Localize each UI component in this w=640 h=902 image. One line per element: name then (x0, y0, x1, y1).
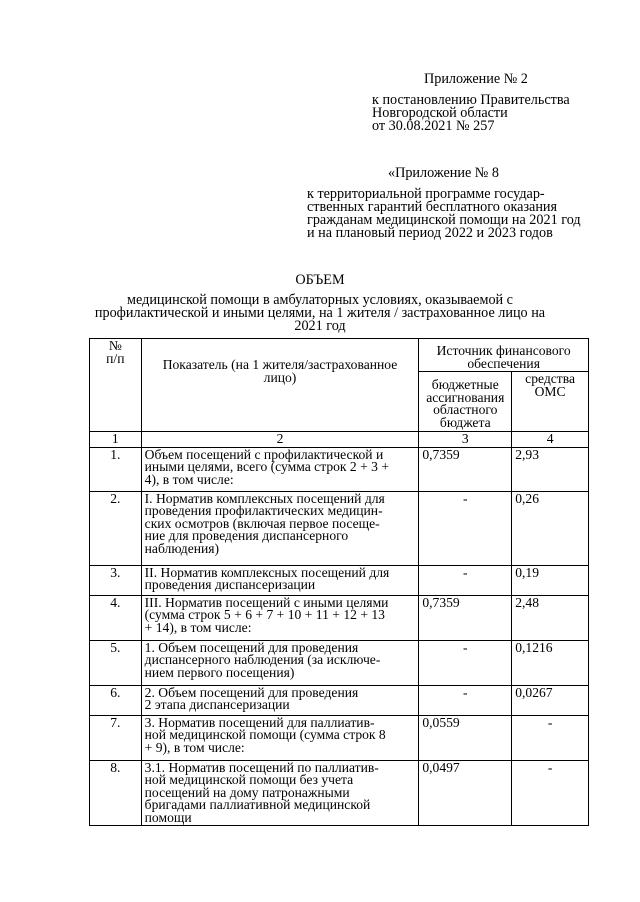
row-number: 4. (90, 595, 142, 640)
indicator-line: иными целями, всего (сумма строк 2 + 3 + (144, 459, 390, 474)
table-row (90, 685, 589, 715)
table-row (90, 715, 589, 760)
row-budget-value: - (419, 491, 512, 565)
col-indicator-header: Показатель (на 1 жителя/застрахованное лицо) (141, 339, 419, 432)
indicator-line: I. Норматив комплексных посещений для (144, 490, 385, 506)
indicator-line: (сумма строк 5 + 6 + 7 + 10 + 11 + 12 + 13 (144, 607, 385, 622)
row-number: 1. (90, 447, 142, 491)
col-budget-header: бюджетные ассигнования областного бюджета (419, 372, 512, 432)
table-row (90, 491, 589, 565)
indicator-line: 2. Объем посещений для проведения (144, 684, 359, 700)
indicator-line: ских осмотров (включая первое посеще- (144, 515, 380, 531)
row-oms-value: 0,0267 (512, 685, 589, 715)
indicator-line: бригадами паллиативной медицинской (144, 797, 371, 812)
resolution-line: к постановлению Правительства (372, 92, 570, 108)
row-number: 6. (90, 685, 142, 715)
col-number-2: 2 (141, 432, 419, 448)
table-row (90, 760, 589, 826)
indicator-line: III. Норматив посещений с иными целями (144, 594, 389, 610)
row-number: 5. (90, 640, 142, 685)
row-budget-value: - (419, 565, 512, 595)
row-budget-value: 0,7359 (419, 447, 512, 491)
row-budget-value: - (419, 685, 512, 715)
row-budget-value: 0,0559 (419, 715, 512, 760)
col-number-3: 3 (419, 432, 512, 448)
indicator-line: 3. Норматив посещений для паллиатив- (144, 714, 375, 730)
indicator-line: ной медицинской помощи (сумма строк 8 (144, 727, 386, 742)
row-indicator (141, 565, 419, 595)
subtitle-line-1: медицинской помощи в амбулаторных условиях, оказываемой с (127, 292, 513, 308)
col-oms-header: средства ОМС (512, 372, 589, 432)
table-body (90, 447, 589, 826)
appendix-8-heading: «Приложение № 8 (388, 165, 499, 181)
row-number: 8. (90, 760, 142, 826)
row-oms-value: 2,48 (512, 595, 589, 640)
program-line-2: ственных гарантий бесплатного оказания (307, 199, 558, 215)
date-line: от 30.08.2021 № 257 (372, 118, 495, 134)
volume-table (89, 338, 589, 826)
table-row (90, 565, 589, 595)
header-row-1 (90, 339, 589, 372)
col-source-header: Источник финансового обеспечения (419, 339, 589, 372)
indicator-line: II. Норматив комплексных посещений для (144, 564, 390, 580)
row-oms-value: 0,19 (512, 565, 589, 595)
indicator-line: 4), в том числе: (144, 471, 234, 487)
table-row (90, 447, 589, 491)
row-indicator (141, 760, 419, 826)
indicator-line: Объем посещений с профилактической и (144, 446, 384, 462)
indicator-line: 3.1. Норматив посещений по паллиатив- (144, 759, 379, 775)
table-row (90, 640, 589, 685)
indicator-line: 2 этапа диспансеризации (144, 697, 290, 712)
row-indicator (141, 595, 419, 640)
col-number-4: 4 (512, 432, 589, 448)
indicator-line: + 14), в том числе: (144, 619, 252, 635)
row-budget-value: - (419, 640, 512, 685)
indicator-line: ние для проведения диспансерного (144, 528, 349, 543)
document-title: ОБЪЕМ (295, 272, 345, 288)
row-indicator (141, 447, 419, 491)
program-line-4: и на плановый период 2022 и 2023 годов (307, 225, 553, 241)
row-budget-value: 0,7359 (419, 595, 512, 640)
indicator-line: наблюдения) (144, 540, 220, 556)
row-number: 2. (90, 491, 142, 565)
indicator-line: проведения диспансеризации (144, 577, 316, 592)
row-oms-value: 0,26 (512, 491, 589, 565)
program-line-3: гражданам медицинской помощи на 2021 год (307, 212, 581, 228)
indicator-line: помощи (144, 809, 192, 825)
indicator-line: нием первого посещения) (144, 664, 295, 680)
row-budget-value: 0,0497 (419, 760, 512, 826)
row-oms-value: 2,93 (512, 447, 589, 491)
table-row (90, 595, 589, 640)
indicator-line: ной медицинской помощи без учета (144, 772, 354, 787)
row-indicator (141, 491, 419, 565)
subtitle-line-2: профилактической и иными целями, на 1 жителя / застрахованное лицо на (94, 305, 546, 321)
indicator-line: проведения профилактических медицин- (144, 503, 383, 518)
region-line: Новгородской области (372, 105, 508, 121)
col-num-header: № п/п (90, 339, 142, 432)
indicator-line: диспансерного наблюдения (за исключе- (144, 652, 381, 667)
row-number: 3. (90, 565, 142, 595)
row-oms-value: - (512, 715, 589, 760)
indicator-line: посещений на дому патронажными (144, 784, 350, 800)
column-number-row (90, 432, 589, 448)
program-line-1: к территориальной программе государ- (307, 186, 545, 202)
row-indicator (141, 715, 419, 760)
col-number-1: 1 (90, 432, 142, 448)
indicator-line: 1. Объем посещений для проведения (144, 639, 359, 655)
indicator-line: + 9), в том числе: (144, 739, 245, 755)
row-oms-value: 0,1216 (512, 640, 589, 685)
row-oms-value: - (512, 760, 589, 826)
row-number: 7. (90, 715, 142, 760)
row-indicator (141, 685, 419, 715)
appendix-2-heading: Приложение № 2 (424, 71, 528, 87)
subtitle-line-3: 2021 год (294, 318, 346, 334)
row-indicator (141, 640, 419, 685)
